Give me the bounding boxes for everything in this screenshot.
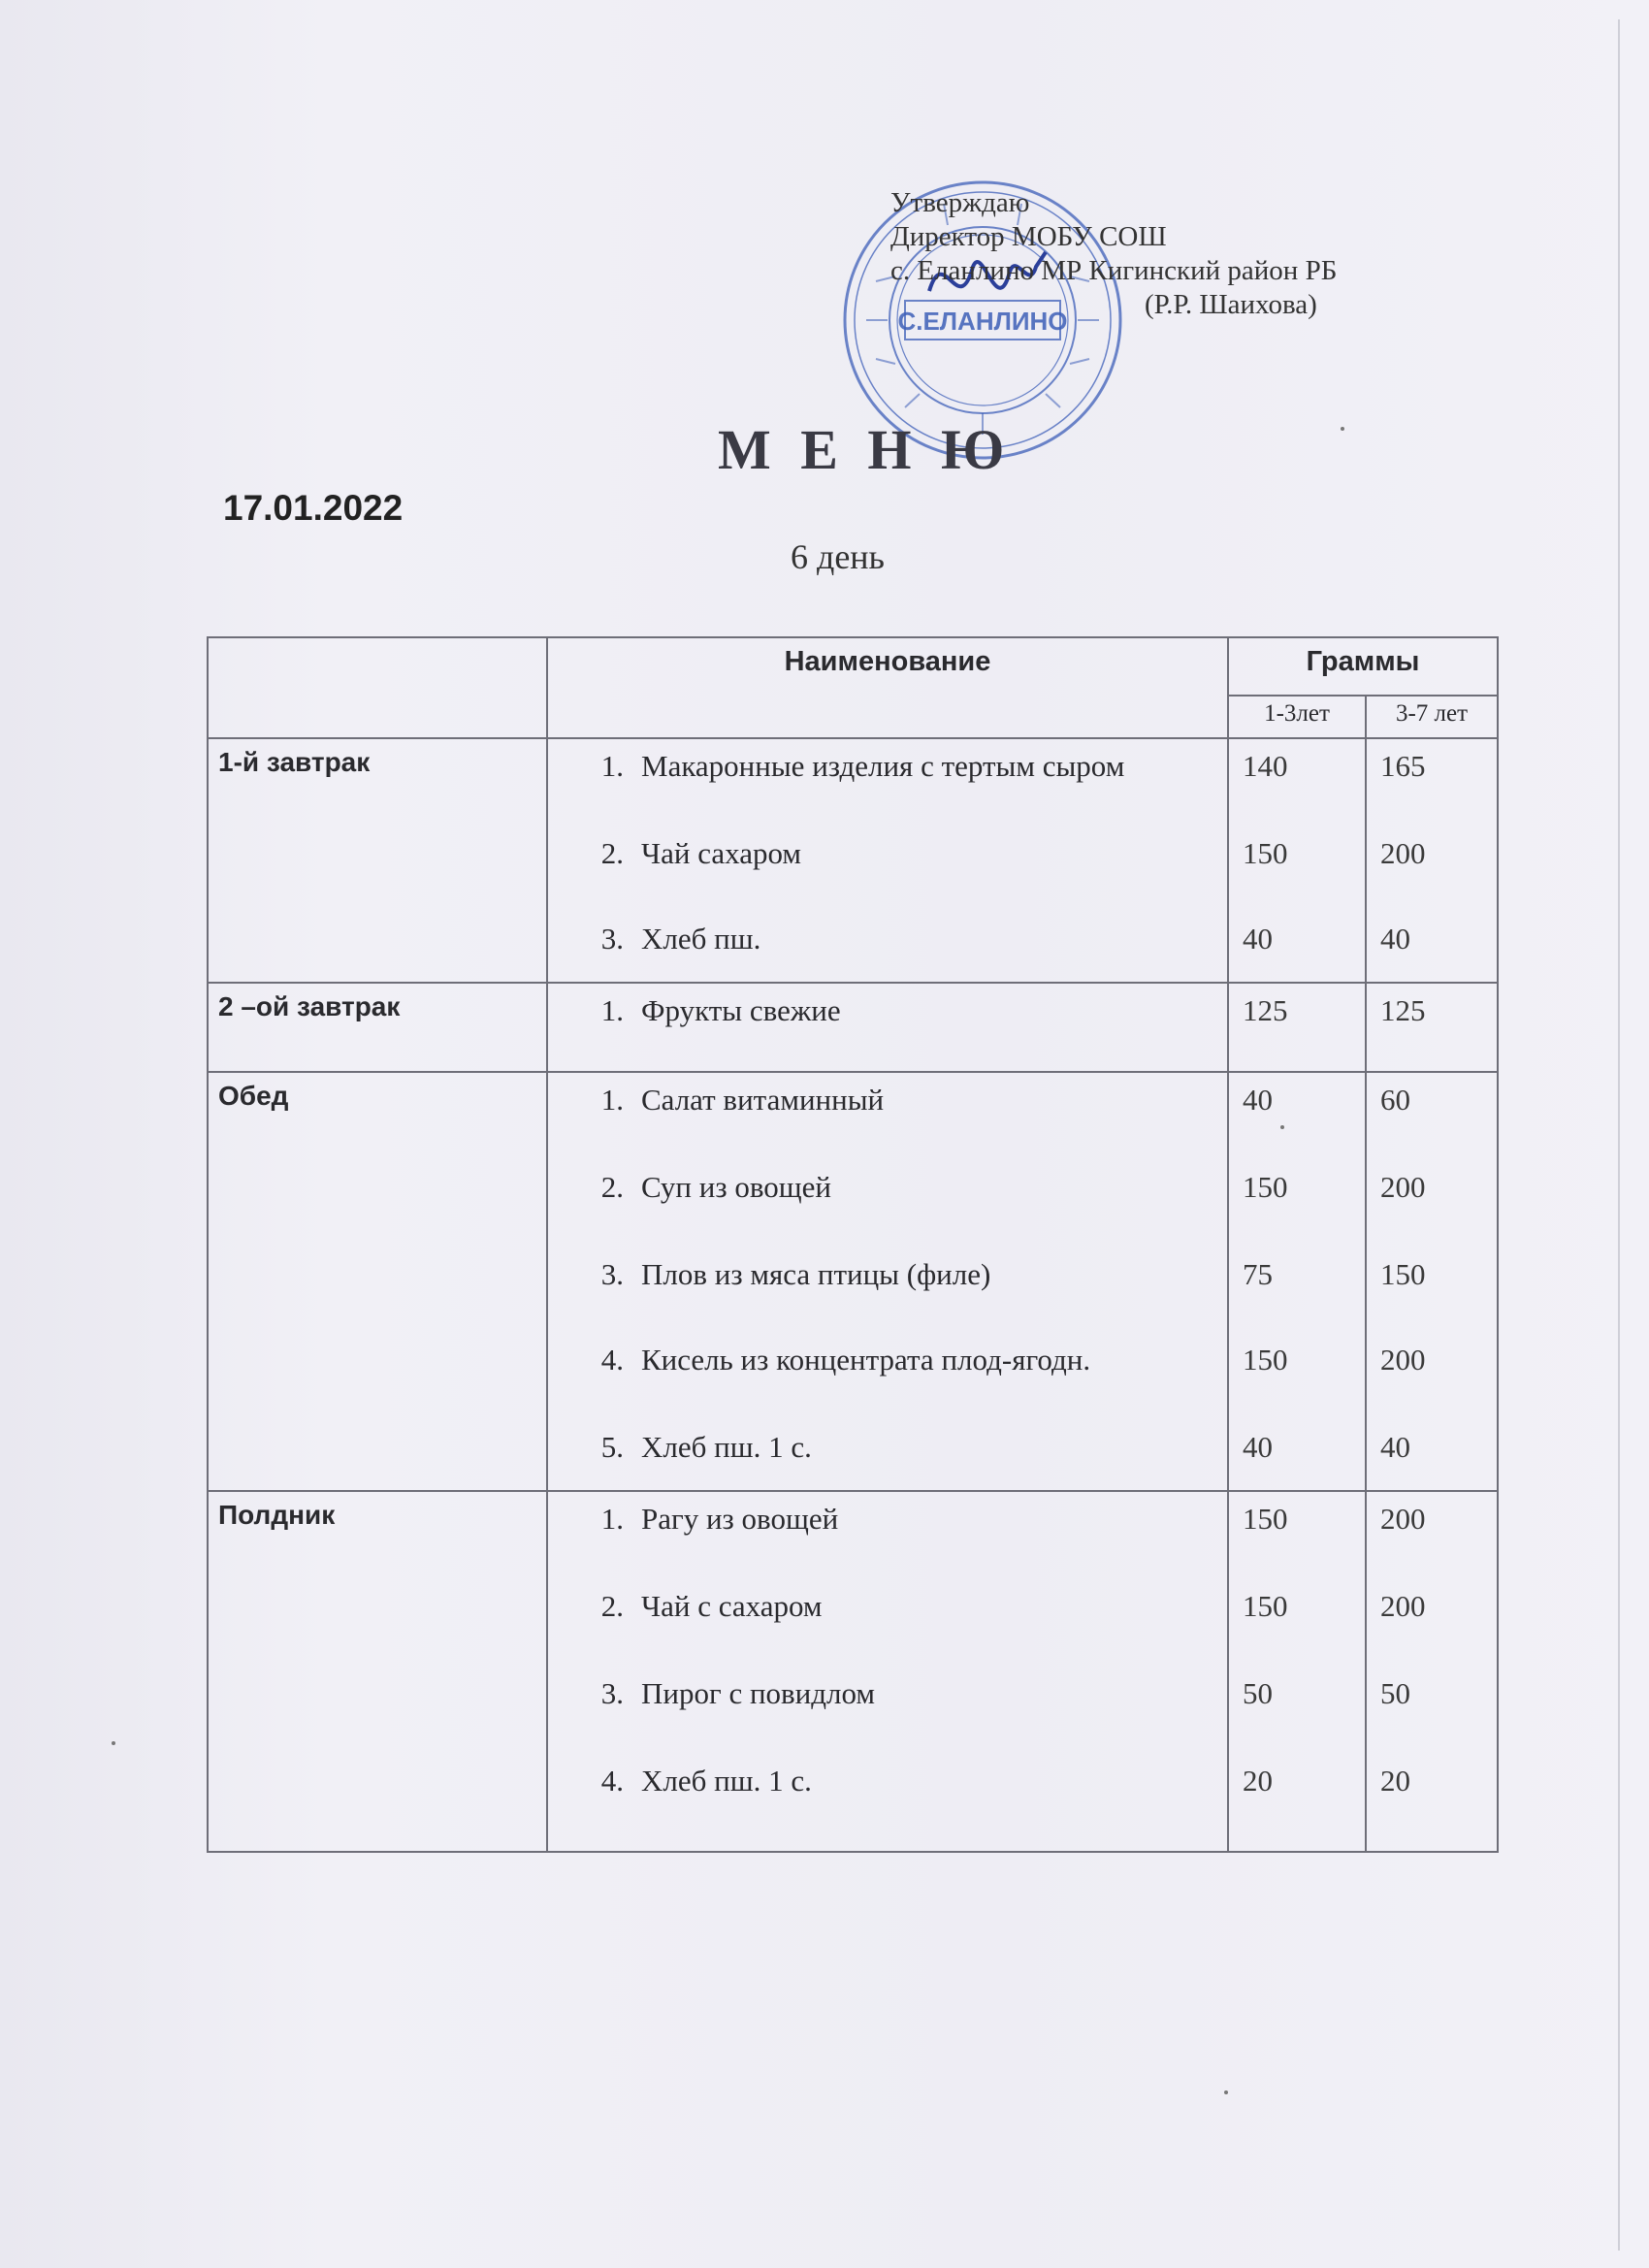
qty-3-7: 200 [1380, 836, 1426, 870]
approval-line-2: Директор МОБУ СОШ [890, 221, 1167, 252]
qty-1-3: 150 [1243, 1589, 1288, 1623]
scan-speck [1280, 1125, 1284, 1129]
dish-number: 2. [600, 1170, 624, 1204]
qty-3-7-cell [1366, 1072, 1498, 1491]
qty-1-3-cell [1228, 1072, 1366, 1491]
qty-3-7: 125 [1380, 993, 1426, 1027]
scan-speck [1341, 427, 1344, 431]
qty-3-7: 200 [1380, 1502, 1426, 1536]
dish-name: Суп из овощей [641, 1170, 831, 1204]
dish-cell [547, 738, 1228, 983]
dish-item [548, 836, 1227, 922]
qty-1-3-cell [1228, 1491, 1366, 1852]
dish-name: Салат витаминный [641, 1083, 885, 1117]
qty-1-3: 40 [1243, 1083, 1273, 1117]
qty-1-3: 150 [1243, 836, 1288, 870]
meal-name: Полдник [208, 1491, 547, 1852]
dish-cell [547, 1491, 1228, 1852]
qty-3-7-cell [1366, 983, 1498, 1072]
qty-3-7-cell [1366, 738, 1498, 983]
menu-day: 6 день [791, 537, 885, 576]
dish-name: Плов из мяса птицы (филе) [641, 1257, 991, 1291]
scan-edge-line [1618, 19, 1620, 2251]
qty-1-3-cell [1228, 983, 1366, 1072]
dish-item [548, 1257, 1227, 1343]
dish-name: Рагу из овощей [641, 1502, 839, 1536]
dish-number: 4. [600, 1764, 624, 1798]
qty-1-3: 20 [1243, 1764, 1273, 1798]
dish-name: Макаронные изделия с тертым сыром [641, 749, 1125, 783]
dish-item [548, 1170, 1227, 1257]
dish-number: 5. [600, 1430, 624, 1464]
dish-name: Чай с сахаром [641, 1589, 823, 1623]
scan-speck [1224, 2090, 1228, 2094]
approval-line-1: Утверждаю [890, 187, 1030, 218]
meal-name: 1-й завтрак [208, 738, 547, 983]
dish-name: Чай сахаром [641, 836, 802, 870]
dish-list [548, 1073, 1227, 1490]
dish-item [548, 1343, 1227, 1430]
dish-cell [547, 1072, 1228, 1491]
meal-name: 2 –ой завтрак [208, 983, 547, 1072]
dish-item [548, 749, 1227, 836]
menu-table [207, 636, 1499, 1853]
meal-name: Обед [208, 1072, 547, 1491]
dish-name: Хлеб пш. 1 с. [641, 1764, 812, 1798]
qty-3-7: 40 [1380, 922, 1410, 956]
dish-list [548, 984, 1227, 1071]
dish-list [548, 1492, 1227, 1851]
qty-3-7: 40 [1380, 1430, 1410, 1464]
dish-number: 1. [600, 993, 624, 1027]
qty-3-7: 150 [1380, 1257, 1426, 1291]
qty-1-3: 40 [1243, 1430, 1273, 1464]
dish-cell [547, 983, 1228, 1072]
dish-number: 1. [600, 749, 624, 783]
qty-3-7: 60 [1380, 1083, 1410, 1117]
header-blank [208, 637, 547, 738]
qty-3-7-cell [1366, 1491, 1498, 1852]
dish-item [548, 1764, 1227, 1851]
qty-1-3: 40 [1243, 922, 1273, 956]
dish-number: 4. [600, 1343, 624, 1377]
dish-item [548, 993, 1227, 1071]
qty-3-7: 200 [1380, 1589, 1426, 1623]
qty-3-7: 50 [1380, 1676, 1410, 1710]
dish-number: 1. [600, 1083, 624, 1117]
scan-speck [112, 1741, 115, 1745]
approval-line-3: с. Еланлино МР Кигинский район РБ [890, 255, 1338, 286]
dish-name: Хлеб пш. 1 с. [641, 1430, 812, 1464]
dish-name: Фрукты свежие [641, 993, 841, 1027]
approval-block [890, 186, 1337, 322]
dish-item [548, 1502, 1227, 1589]
dish-item [548, 1083, 1227, 1170]
qty-1-3: 125 [1243, 993, 1288, 1027]
dish-name: Кисель из концентрата плод-ягодн. [641, 1343, 1091, 1377]
dish-number: 2. [600, 1589, 624, 1623]
dish-item [548, 1676, 1227, 1764]
qty-3-7: 200 [1380, 1343, 1426, 1377]
qty-3-7: 165 [1380, 749, 1426, 783]
dish-item [548, 1430, 1227, 1490]
dish-number: 3. [600, 1676, 624, 1710]
header-grams: Граммы [1228, 637, 1498, 696]
qty-1-3: 150 [1243, 1343, 1288, 1377]
qty-3-7: 20 [1380, 1764, 1410, 1798]
dish-number: 1. [600, 1502, 624, 1536]
qty-1-3: 75 [1243, 1257, 1273, 1291]
dish-name: Хлеб пш. [641, 922, 761, 956]
qty-1-3: 140 [1243, 749, 1288, 783]
menu-date: 17.01.2022 [223, 488, 404, 528]
meal-row [208, 1072, 1498, 1491]
meal-row [208, 983, 1498, 1072]
dish-item [548, 922, 1227, 982]
page-title: М Е Н Ю [718, 418, 1013, 481]
dish-item [548, 1589, 1227, 1676]
dish-number: 3. [600, 922, 624, 956]
dish-number: 3. [600, 1257, 624, 1291]
header-age-a: 1-3лет [1228, 696, 1366, 738]
meal-row [208, 1491, 1498, 1852]
menu-body [208, 738, 1498, 1852]
approval-line-4: (Р.Р. Шаихова) [1145, 289, 1317, 320]
header-age-b: 3-7 лет [1366, 696, 1498, 738]
qty-1-3: 50 [1243, 1676, 1273, 1710]
meal-row [208, 738, 1498, 983]
dish-name: Пирог с повидлом [641, 1676, 876, 1710]
dish-number: 2. [600, 836, 624, 870]
qty-1-3: 150 [1243, 1170, 1288, 1204]
qty-3-7: 200 [1380, 1170, 1426, 1204]
qty-1-3-cell [1228, 738, 1366, 983]
qty-1-3: 150 [1243, 1502, 1288, 1536]
header-name: Наименование [547, 637, 1228, 738]
dish-list [548, 739, 1227, 982]
stamp-center-text: С.ЕЛАНЛИНО [897, 307, 1068, 336]
